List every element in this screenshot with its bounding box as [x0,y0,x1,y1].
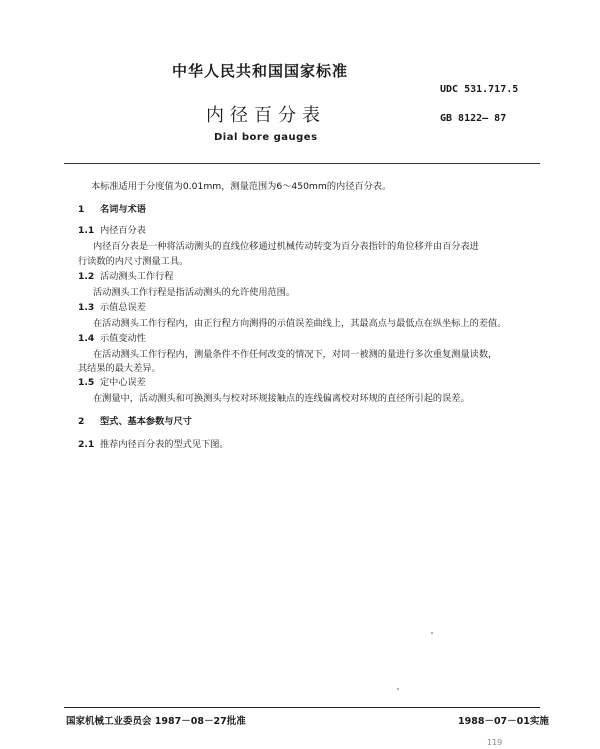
section-1-1-heading [78,225,146,237]
english-title: Dial bore gauges [214,132,318,143]
section-1-heading [78,204,146,216]
section-1-4-body-line1: 在活动测头工作行程内，测量条件不作任何改变的情况下，对同一被测的量进行多次重复测量读数， [93,349,498,360]
section-2-1 [78,439,229,451]
section-1-5-heading [78,377,146,389]
section-number: 1.2 [78,271,95,282]
section-1-1-body-line1: 内径百分表是一种将活动测头的直线位移通过机械传动转变为百分表指针的角位移并由百分表进 [93,241,479,252]
page-number: 119 [487,738,503,747]
section-title: 名词与术语 [100,204,146,215]
section-1-2-body: 活动测头工作行程是指活动测头的允许使用范围。 [93,287,296,298]
document-title: 内径百分表 [206,105,326,126]
section-1-4-body-line2: 其结果的最大差异。 [78,363,161,374]
section-2-heading [78,416,192,428]
section-1-1-body-line2: 行读数的内尺寸测量工具。 [78,256,189,267]
section-1-3-body: 在活动测头工作行程内，由正行程方向测得的示值误差曲线上，其最高点与最低点在纵坐标上的差值。 [93,318,507,329]
section-1-2-heading [78,271,174,283]
section-text: 推荐内径百分表的型式见下图。 [100,439,229,450]
approval-date: 国家机械工业委员会 1987－08－27批准 [66,716,246,727]
footer-divider [64,707,540,708]
scope-statement: 本标准适用于分度值为0.01mm，测量范围为6～450mm的内径百分表。 [91,181,392,192]
udc-code: UDC 531.717.5 [440,84,519,95]
section-number: 1.1 [78,225,95,236]
section-number: 2.1 [78,439,95,450]
section-1-4-heading [78,333,146,345]
issuing-organization: 中华人民共和国国家标准 [172,62,349,80]
effective-date: 1988－07－01实施 [458,716,549,727]
section-title: 内径百分表 [100,225,146,236]
section-number: 2 [78,416,85,427]
scan-speck [431,632,433,634]
section-title: 示值变动性 [100,333,146,344]
section-title: 型式、基本参数与尺寸 [100,416,192,427]
section-number: 1.4 [78,333,95,344]
section-number: 1 [78,204,85,215]
scan-speck [397,688,399,690]
standard-number: GB 8122— 87 [440,113,507,124]
section-number: 1.3 [78,302,95,313]
section-number: 1.5 [78,377,95,388]
section-1-3-heading [78,302,146,314]
section-title: 活动测头工作行程 [100,271,174,282]
section-title: 示值总误差 [100,302,146,313]
header-divider [64,163,540,164]
section-title: 定中心误差 [100,377,146,388]
section-1-5-body: 在测量中，活动测头和可换测头与校对环规接触点的连线偏离校对环规的直径所引起的误差。 [93,393,470,404]
